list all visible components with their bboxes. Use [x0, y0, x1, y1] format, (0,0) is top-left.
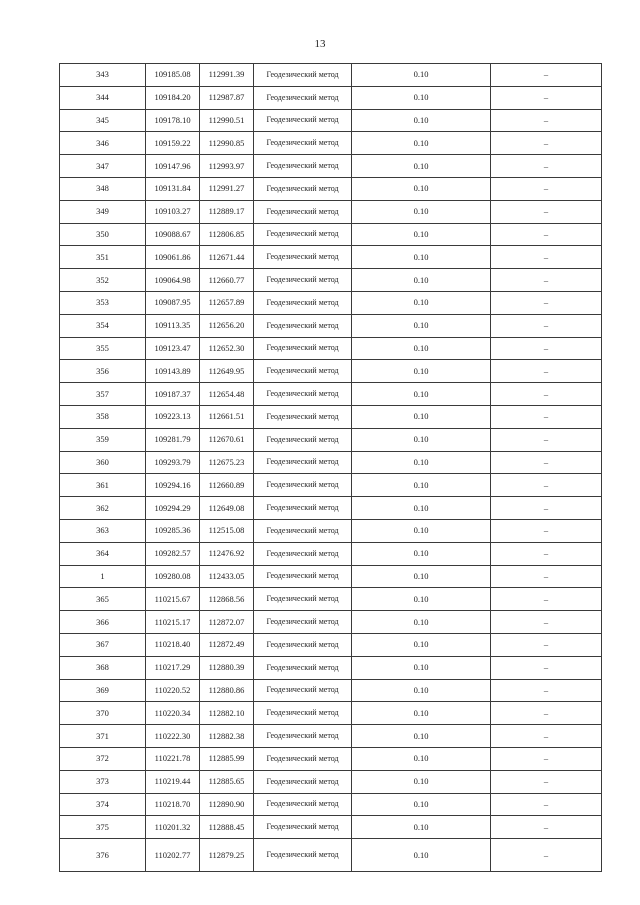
point-number-cell: 360 — [60, 451, 146, 474]
description-cell: – — [491, 497, 602, 520]
y-coordinate-cell: 112872.07 — [200, 611, 254, 634]
description-cell: – — [491, 519, 602, 542]
method-cell: Геодезический метод — [254, 474, 352, 497]
y-coordinate-cell: 112649.95 — [200, 360, 254, 383]
method-cell: Геодезический метод — [254, 747, 352, 770]
precision-cell: 0.10 — [352, 109, 491, 132]
x-coordinate-cell: 109294.29 — [146, 497, 200, 520]
table-row — [60, 633, 602, 656]
description-cell: – — [491, 793, 602, 816]
precision-cell: 0.10 — [352, 451, 491, 474]
method-cell: Геодезический метод — [254, 656, 352, 679]
precision-cell: 0.10 — [352, 633, 491, 656]
description-cell: – — [491, 588, 602, 611]
y-coordinate-cell: 112879.25 — [200, 839, 254, 872]
y-coordinate-cell: 112671.44 — [200, 246, 254, 269]
precision-cell: 0.10 — [352, 679, 491, 702]
method-cell: Геодезический метод — [254, 725, 352, 748]
description-cell: – — [491, 383, 602, 406]
y-coordinate-cell: 112880.39 — [200, 656, 254, 679]
table-row — [60, 679, 602, 702]
precision-cell: 0.10 — [352, 542, 491, 565]
x-coordinate-cell: 110218.40 — [146, 633, 200, 656]
x-coordinate-cell: 109294.16 — [146, 474, 200, 497]
description-cell: – — [491, 428, 602, 451]
y-coordinate-cell: 112872.49 — [200, 633, 254, 656]
x-coordinate-cell: 109159.22 — [146, 132, 200, 155]
method-cell: Геодезический метод — [254, 177, 352, 200]
x-coordinate-cell: 110217.29 — [146, 656, 200, 679]
table-row — [60, 725, 602, 748]
method-cell: Геодезический метод — [254, 155, 352, 178]
y-coordinate-cell: 112880.86 — [200, 679, 254, 702]
y-coordinate-cell: 112670.61 — [200, 428, 254, 451]
precision-cell: 0.10 — [352, 725, 491, 748]
method-cell: Геодезический метод — [254, 405, 352, 428]
description-cell: – — [491, 770, 602, 793]
point-number-cell: 343 — [60, 64, 146, 87]
x-coordinate-cell: 109223.13 — [146, 405, 200, 428]
method-cell: Геодезический метод — [254, 611, 352, 634]
description-cell: – — [491, 109, 602, 132]
table-row — [60, 291, 602, 314]
precision-cell: 0.10 — [352, 291, 491, 314]
table-row — [60, 132, 602, 155]
point-number-cell: 358 — [60, 405, 146, 428]
y-coordinate-cell: 112656.20 — [200, 314, 254, 337]
coordinates-table-body — [60, 64, 602, 872]
description-cell: – — [491, 155, 602, 178]
y-coordinate-cell: 112649.08 — [200, 497, 254, 520]
precision-cell: 0.10 — [352, 132, 491, 155]
coordinates-table — [59, 63, 602, 872]
page-number: 13 — [314, 38, 326, 50]
point-number-cell: 350 — [60, 223, 146, 246]
description-cell: – — [491, 314, 602, 337]
y-coordinate-cell: 112889.17 — [200, 200, 254, 223]
x-coordinate-cell: 110215.67 — [146, 588, 200, 611]
description-cell: – — [491, 839, 602, 872]
y-coordinate-cell: 112993.97 — [200, 155, 254, 178]
x-coordinate-cell: 109143.89 — [146, 360, 200, 383]
method-cell: Геодезический метод — [254, 679, 352, 702]
y-coordinate-cell: 112885.99 — [200, 747, 254, 770]
method-cell: Геодезический метод — [254, 588, 352, 611]
table-row — [60, 770, 602, 793]
method-cell: Геодезический метод — [254, 770, 352, 793]
description-cell: – — [491, 816, 602, 839]
precision-cell: 0.10 — [352, 588, 491, 611]
y-coordinate-cell: 112990.85 — [200, 132, 254, 155]
point-number-cell: 354 — [60, 314, 146, 337]
precision-cell: 0.10 — [352, 269, 491, 292]
table-row — [60, 497, 602, 520]
point-number-cell: 364 — [60, 542, 146, 565]
method-cell: Геодезический метод — [254, 200, 352, 223]
y-coordinate-cell: 112660.77 — [200, 269, 254, 292]
description-cell: – — [491, 474, 602, 497]
description-cell: – — [491, 200, 602, 223]
method-cell: Геодезический метод — [254, 64, 352, 87]
description-cell: – — [491, 177, 602, 200]
description-cell: – — [491, 337, 602, 360]
point-number-cell: 353 — [60, 291, 146, 314]
method-cell: Геодезический метод — [254, 314, 352, 337]
table-row — [60, 64, 602, 87]
table-row — [60, 656, 602, 679]
point-number-cell: 369 — [60, 679, 146, 702]
description-cell: – — [491, 633, 602, 656]
method-cell: Геодезический метод — [254, 519, 352, 542]
x-coordinate-cell: 109088.67 — [146, 223, 200, 246]
y-coordinate-cell: 112476.92 — [200, 542, 254, 565]
x-coordinate-cell: 109087.95 — [146, 291, 200, 314]
point-number-cell: 367 — [60, 633, 146, 656]
x-coordinate-cell: 109281.79 — [146, 428, 200, 451]
table-row — [60, 474, 602, 497]
table-row — [60, 177, 602, 200]
method-cell: Геодезический метод — [254, 793, 352, 816]
table-row — [60, 200, 602, 223]
precision-cell: 0.10 — [352, 565, 491, 588]
description-cell: – — [491, 451, 602, 474]
table-row — [60, 155, 602, 178]
precision-cell: 0.10 — [352, 337, 491, 360]
precision-cell: 0.10 — [352, 428, 491, 451]
table-row — [60, 86, 602, 109]
table-row — [60, 542, 602, 565]
point-number-cell: 352 — [60, 269, 146, 292]
point-number-cell: 348 — [60, 177, 146, 200]
method-cell: Геодезический метод — [254, 565, 352, 588]
table-row — [60, 519, 602, 542]
point-number-cell: 371 — [60, 725, 146, 748]
point-number-cell: 362 — [60, 497, 146, 520]
table-row — [60, 702, 602, 725]
y-coordinate-cell: 112661.51 — [200, 405, 254, 428]
y-coordinate-cell: 112660.89 — [200, 474, 254, 497]
table-row — [60, 223, 602, 246]
description-cell: – — [491, 132, 602, 155]
point-number-cell: 351 — [60, 246, 146, 269]
table-row — [60, 405, 602, 428]
precision-cell: 0.10 — [352, 702, 491, 725]
point-number-cell: 375 — [60, 816, 146, 839]
table-row — [60, 451, 602, 474]
precision-cell: 0.10 — [352, 360, 491, 383]
x-coordinate-cell: 109285.36 — [146, 519, 200, 542]
precision-cell: 0.10 — [352, 816, 491, 839]
x-coordinate-cell: 109178.10 — [146, 109, 200, 132]
table-row — [60, 383, 602, 406]
description-cell: – — [491, 679, 602, 702]
x-coordinate-cell: 109185.08 — [146, 64, 200, 87]
table-row — [60, 360, 602, 383]
precision-cell: 0.10 — [352, 497, 491, 520]
description-cell: – — [491, 725, 602, 748]
precision-cell: 0.10 — [352, 383, 491, 406]
method-cell: Геодезический метод — [254, 337, 352, 360]
point-number-cell: 376 — [60, 839, 146, 872]
description-cell: – — [491, 747, 602, 770]
method-cell: Геодезический метод — [254, 223, 352, 246]
point-number-cell: 355 — [60, 337, 146, 360]
precision-cell: 0.10 — [352, 405, 491, 428]
description-cell: – — [491, 405, 602, 428]
description-cell: – — [491, 611, 602, 634]
x-coordinate-cell: 109282.57 — [146, 542, 200, 565]
point-number-cell: 345 — [60, 109, 146, 132]
x-coordinate-cell: 109184.20 — [146, 86, 200, 109]
point-number-cell: 373 — [60, 770, 146, 793]
precision-cell: 0.10 — [352, 839, 491, 872]
description-cell: – — [491, 246, 602, 269]
method-cell: Геодезический метод — [254, 360, 352, 383]
y-coordinate-cell: 112868.56 — [200, 588, 254, 611]
x-coordinate-cell: 109103.27 — [146, 200, 200, 223]
table-row — [60, 428, 602, 451]
table-row — [60, 839, 602, 872]
method-cell: Геодезический метод — [254, 451, 352, 474]
point-number-cell: 363 — [60, 519, 146, 542]
method-cell: Геодезический метод — [254, 816, 352, 839]
precision-cell: 0.10 — [352, 86, 491, 109]
precision-cell: 0.10 — [352, 200, 491, 223]
x-coordinate-cell: 109123.47 — [146, 337, 200, 360]
precision-cell: 0.10 — [352, 223, 491, 246]
x-coordinate-cell: 109061.86 — [146, 246, 200, 269]
precision-cell: 0.10 — [352, 519, 491, 542]
y-coordinate-cell: 112991.39 — [200, 64, 254, 87]
precision-cell: 0.10 — [352, 747, 491, 770]
description-cell: – — [491, 702, 602, 725]
precision-cell: 0.10 — [352, 246, 491, 269]
precision-cell: 0.10 — [352, 611, 491, 634]
table-row — [60, 565, 602, 588]
x-coordinate-cell: 110222.30 — [146, 725, 200, 748]
x-coordinate-cell: 110201.32 — [146, 816, 200, 839]
y-coordinate-cell: 112654.48 — [200, 383, 254, 406]
description-cell: – — [491, 291, 602, 314]
x-coordinate-cell: 110221.78 — [146, 747, 200, 770]
y-coordinate-cell: 112433.05 — [200, 565, 254, 588]
x-coordinate-cell: 110215.17 — [146, 611, 200, 634]
table-row — [60, 588, 602, 611]
y-coordinate-cell: 112987.87 — [200, 86, 254, 109]
method-cell: Геодезический метод — [254, 428, 352, 451]
point-number-cell: 356 — [60, 360, 146, 383]
point-number-cell: 365 — [60, 588, 146, 611]
point-number-cell: 344 — [60, 86, 146, 109]
point-number-cell: 361 — [60, 474, 146, 497]
description-cell: – — [491, 269, 602, 292]
x-coordinate-cell: 109293.79 — [146, 451, 200, 474]
description-cell: – — [491, 86, 602, 109]
description-cell: – — [491, 64, 602, 87]
description-cell: – — [491, 656, 602, 679]
y-coordinate-cell: 112882.10 — [200, 702, 254, 725]
y-coordinate-cell: 112991.27 — [200, 177, 254, 200]
method-cell: Геодезический метод — [254, 542, 352, 565]
y-coordinate-cell: 112885.65 — [200, 770, 254, 793]
point-number-cell: 359 — [60, 428, 146, 451]
method-cell: Геодезический метод — [254, 839, 352, 872]
y-coordinate-cell: 112657.89 — [200, 291, 254, 314]
y-coordinate-cell: 112888.45 — [200, 816, 254, 839]
precision-cell: 0.10 — [352, 177, 491, 200]
point-number-cell: 368 — [60, 656, 146, 679]
point-number-cell: 346 — [60, 132, 146, 155]
point-number-cell: 357 — [60, 383, 146, 406]
y-coordinate-cell: 112890.90 — [200, 793, 254, 816]
table-row — [60, 747, 602, 770]
table-row — [60, 109, 602, 132]
description-cell: – — [491, 360, 602, 383]
table-row — [60, 269, 602, 292]
y-coordinate-cell: 112675.23 — [200, 451, 254, 474]
table-row — [60, 793, 602, 816]
x-coordinate-cell: 109064.98 — [146, 269, 200, 292]
method-cell: Геодезический метод — [254, 633, 352, 656]
y-coordinate-cell: 112515.08 — [200, 519, 254, 542]
y-coordinate-cell: 112652.30 — [200, 337, 254, 360]
table-row — [60, 246, 602, 269]
precision-cell: 0.10 — [352, 155, 491, 178]
y-coordinate-cell: 112882.38 — [200, 725, 254, 748]
x-coordinate-cell: 110202.77 — [146, 839, 200, 872]
x-coordinate-cell: 110218.70 — [146, 793, 200, 816]
method-cell: Геодезический метод — [254, 246, 352, 269]
point-number-cell: 374 — [60, 793, 146, 816]
point-number-cell: 372 — [60, 747, 146, 770]
table-row — [60, 816, 602, 839]
precision-cell: 0.10 — [352, 314, 491, 337]
precision-cell: 0.10 — [352, 474, 491, 497]
point-number-cell: 347 — [60, 155, 146, 178]
method-cell: Геодезический метод — [254, 497, 352, 520]
table-row — [60, 314, 602, 337]
point-number-cell: 1 — [60, 565, 146, 588]
method-cell: Геодезический метод — [254, 132, 352, 155]
point-number-cell: 370 — [60, 702, 146, 725]
y-coordinate-cell: 112990.51 — [200, 109, 254, 132]
table-row — [60, 611, 602, 634]
x-coordinate-cell: 109187.37 — [146, 383, 200, 406]
precision-cell: 0.10 — [352, 64, 491, 87]
point-number-cell: 349 — [60, 200, 146, 223]
precision-cell: 0.10 — [352, 770, 491, 793]
point-number-cell: 366 — [60, 611, 146, 634]
method-cell: Геодезический метод — [254, 269, 352, 292]
x-coordinate-cell: 110220.52 — [146, 679, 200, 702]
x-coordinate-cell: 109280.08 — [146, 565, 200, 588]
description-cell: – — [491, 223, 602, 246]
x-coordinate-cell: 110219.44 — [146, 770, 200, 793]
table-row — [60, 337, 602, 360]
x-coordinate-cell: 110220.34 — [146, 702, 200, 725]
x-coordinate-cell: 109147.96 — [146, 155, 200, 178]
method-cell: Геодезический метод — [254, 291, 352, 314]
method-cell: Геодезический метод — [254, 86, 352, 109]
y-coordinate-cell: 112806.85 — [200, 223, 254, 246]
x-coordinate-cell: 109113.35 — [146, 314, 200, 337]
method-cell: Геодезический метод — [254, 383, 352, 406]
description-cell: – — [491, 565, 602, 588]
precision-cell: 0.10 — [352, 793, 491, 816]
method-cell: Геодезический метод — [254, 109, 352, 132]
precision-cell: 0.10 — [352, 656, 491, 679]
method-cell: Геодезический метод — [254, 702, 352, 725]
description-cell: – — [491, 542, 602, 565]
x-coordinate-cell: 109131.84 — [146, 177, 200, 200]
